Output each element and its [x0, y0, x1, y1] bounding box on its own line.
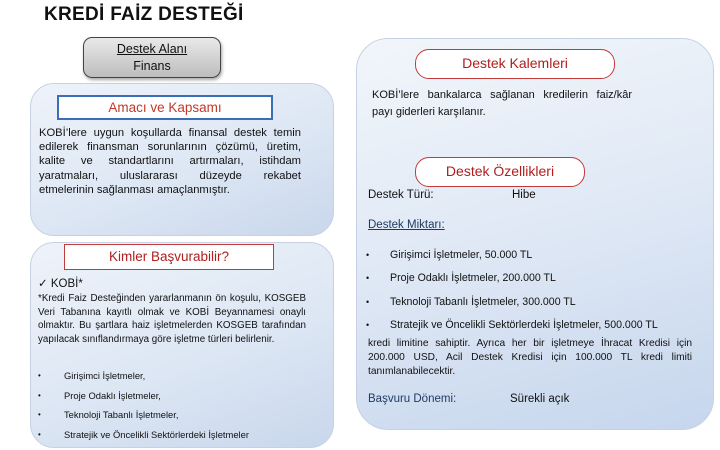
- amac-title: Amacı ve Kapsamı: [57, 95, 273, 120]
- kalemler-text: KOBİ’lere bankalarca sağlanan kredilerin faiz/kâr payı giderleri karşılanır.: [372, 89, 632, 118]
- page-title: KREDİ FAİZ DESTEĞİ: [44, 4, 244, 25]
- kobi-label: KOBİ*: [50, 278, 83, 290]
- list-item: [38, 409, 249, 429]
- kobi-note: *Kredi Faiz Desteğinden yararlanmanın ön koşulu, KOSGEB Veri Tabanına kayıtlı olmak ve KOBİ Beyannamesi onaylı olmaktır. Bu şartlara haiz işletmelerden KOSGEB tarafından yapılacak sınıflandırmaya göre işletme türleri belirlenir.: [38, 293, 306, 345]
- kredi-limit-text: kredi limitine sahiptir. Ayrıca her bir işletmeye İhracat Kredisi için 200.000 USD, Acil Destek Kredisi için 100.000 TL kredi limiti tanımlanabilecektir.: [368, 338, 692, 377]
- list-item: [38, 370, 249, 390]
- bullet-icon: •: [366, 319, 370, 330]
- list-item-text: Proje Odaklı İşletmeler,: [64, 389, 161, 401]
- list-item-text: Stratejik ve Öncelikli Sektörlerdeki İşletmeler, 500.000 TL: [390, 318, 658, 331]
- bullet-icon: •: [38, 429, 41, 439]
- list-item-text: Teknoloji Tabanlı İşletmeler, 300.000 TL: [390, 295, 576, 308]
- list-item: [366, 249, 706, 272]
- amac-text: KOBİ’lere uygun koşullarda finansal destek temin edilerek finansman sorunlarının çözümü, üretim, kalite ve standartlarını artırmaları, istihdam yaratmaları, uluslararası düzeyde rekabet etmelerinin sağlanması amaçlanmıştır.: [39, 127, 301, 196]
- bullet-icon: •: [366, 296, 370, 307]
- destek-alani-box: [83, 37, 221, 78]
- list-item: [366, 272, 706, 295]
- bullet-icon: •: [38, 371, 41, 380]
- list-item-text: Girişimci İşletmeler,: [64, 370, 146, 381]
- destek-alani-label: Destek Alanı: [116, 42, 188, 56]
- list-item-text: Stratejik ve Öncelikli Sektörlerdeki İşletmeler: [64, 428, 249, 440]
- destek-alani-value: Finans: [133, 59, 171, 73]
- ozellikler-title: Destek Özellikleri: [415, 157, 585, 187]
- isletme-turleri-list: [38, 370, 249, 448]
- list-item-text: Girişimci İşletmeler, 50.000 TL: [390, 249, 533, 261]
- destek-miktari-list: [366, 249, 706, 342]
- basvuru-donemi-value: Sürekli açık: [510, 393, 570, 405]
- destek-turu-label: Destek Türü:: [368, 189, 434, 201]
- check-icon: ✓: [38, 278, 48, 290]
- bullet-icon: •: [366, 250, 370, 260]
- kalemler-title: Destek Kalemleri: [415, 49, 615, 79]
- bullet-icon: •: [38, 390, 41, 400]
- destek-miktari-label: Destek Miktarı:: [368, 219, 445, 231]
- list-item-text: Proje Odaklı İşletmeler, 200.000 TL: [390, 272, 556, 285]
- kobi-line: [38, 276, 83, 290]
- basvuru-donemi-label: Başvuru Dönemi:: [368, 393, 457, 405]
- destek-turu-value: Hibe: [512, 189, 536, 201]
- list-item: [38, 390, 249, 410]
- list-item: [366, 296, 706, 319]
- bullet-icon: •: [366, 273, 370, 284]
- kimler-title: Kimler Başvurabilir?: [64, 244, 274, 270]
- list-item: [38, 429, 249, 449]
- bullet-icon: •: [38, 410, 41, 419]
- list-item-text: Teknoloji Tabanlı İşletmeler,: [64, 409, 179, 420]
